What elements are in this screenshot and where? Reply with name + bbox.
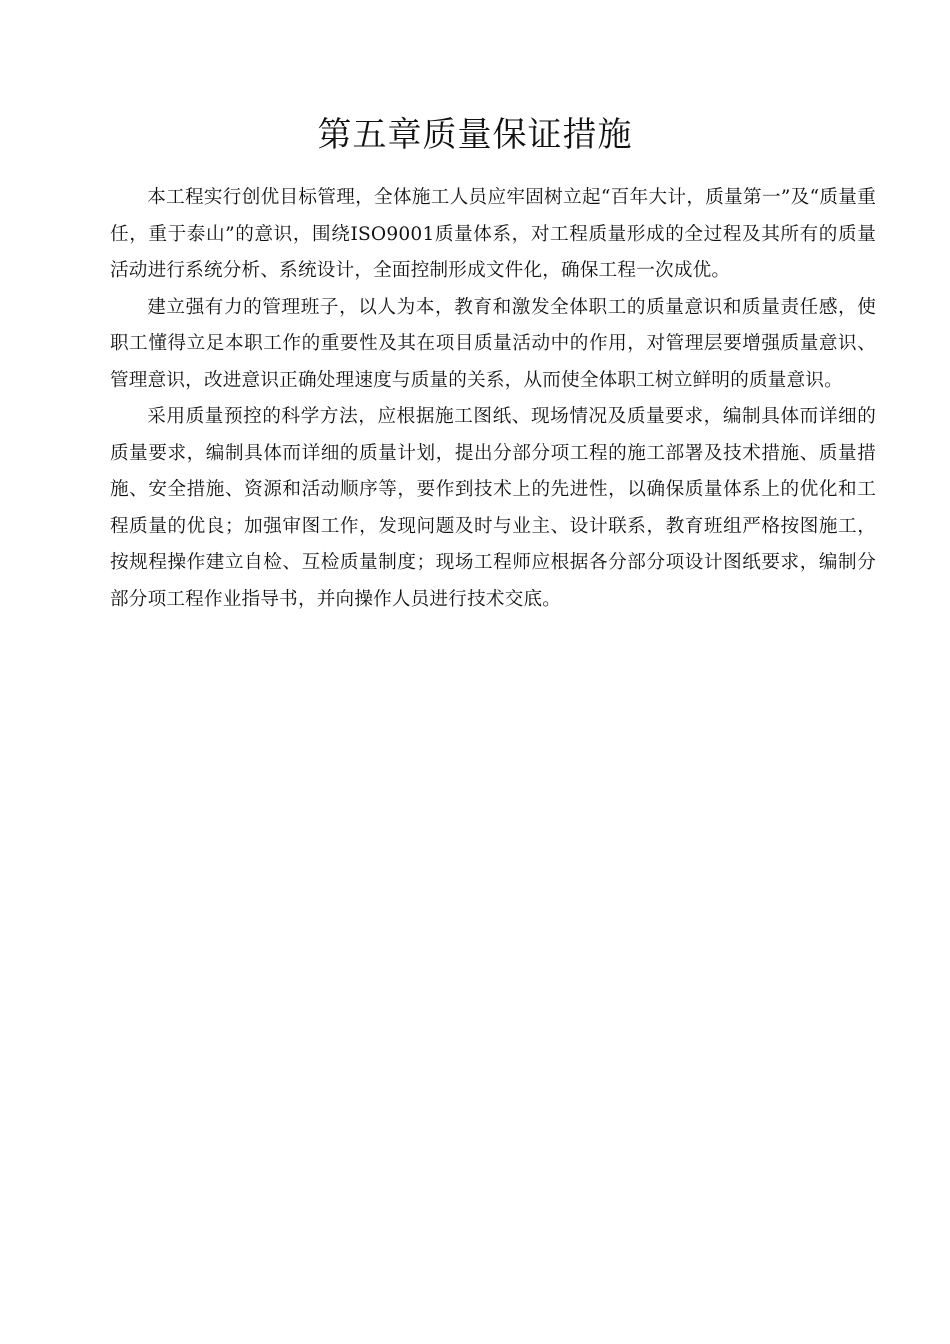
paragraph-2: 建立强有力的管理班子，以人为本，教育和激发全体职工的质量意识和质量责任感，使职工懂得立足本职工作的重要性及其在项目质量活动中的作用，对管理层要增强质量意识、管理意识，改进意识正确处理速度与质量的关系，从而使全体职工树立鲜明的质量意识。 bbox=[110, 296, 876, 391]
page-title: 第五章质量保证措施 bbox=[317, 115, 633, 155]
paragraph-3: 采用质量预控的科学方法，应根据施工图纸、现场情况及质量要求，编制具体而详细的质量要求，编制具体而详细的质量计划，提出分部分项工程的施工部署及技术措施、质量措施、安全措施、资源和活动顺序等，要作到技术上的先进性，以确保质量体系上的优化和工程质量的优良；加强审图工作，发现问题及时与业主、设计联系，教育班组严格按图施工，按规程操作建立自检、互检质量制度；现场工程师应根据各分部分项设计图纸要求，编制分部分项工程作业指导书，并向操作人员进行技术交底。 bbox=[110, 406, 876, 610]
document-body bbox=[110, 180, 876, 618]
paragraph-1: 本工程实行创优目标管理，全体施工人员应牢固树立起“百年大计，质量第一”及“质量重任，重于泰山”的意识，围绕ISO9001质量体系，对工程质量形成的全过程及其所有的质量活动进行系统分析、系统设计，全面控制形成文件化，确保工程一次成优。 bbox=[110, 187, 876, 281]
